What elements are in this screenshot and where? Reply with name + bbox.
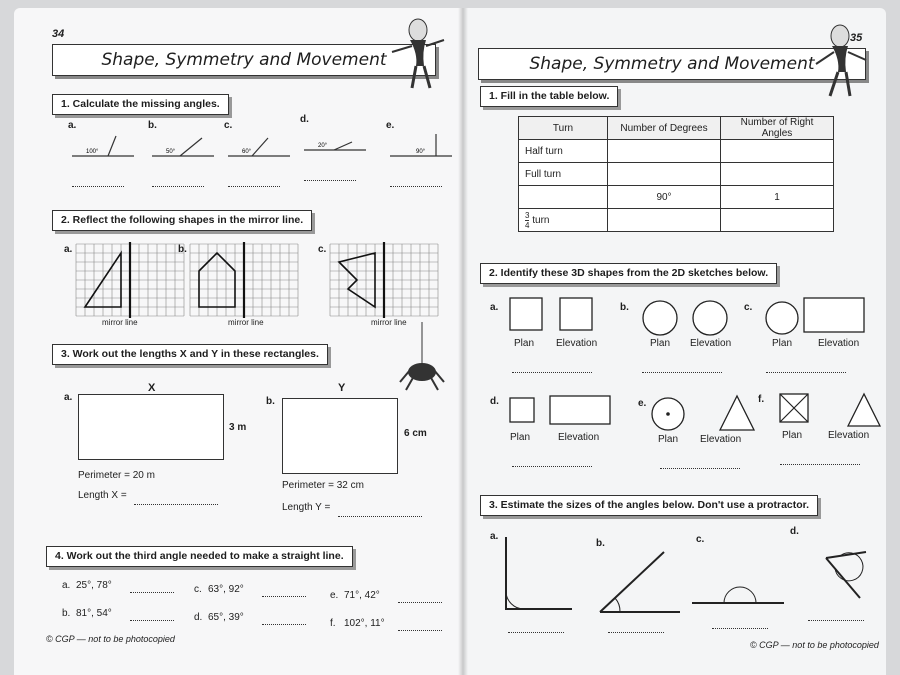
turns-cell: Full turn: [519, 163, 608, 186]
mirror-caption-c: mirror line: [371, 318, 407, 327]
page-title: Shape, Symmetry and Movement: [478, 48, 866, 80]
elevation-caption: Elevation: [818, 338, 860, 349]
shape-label: c.: [744, 302, 753, 313]
q1-angle-diagram: [72, 134, 136, 162]
angle-a-diagram: [502, 533, 582, 613]
q4-answer[interactable]: [262, 596, 306, 597]
q4-item-label: a.: [62, 580, 71, 591]
q4-item-label: d.: [194, 612, 203, 623]
q1-angle-value: 60°: [242, 149, 252, 155]
q3-answer-a[interactable]: [134, 504, 218, 505]
mirror-grid-a: [76, 244, 184, 316]
q4-answer[interactable]: [130, 620, 174, 621]
r-q3-answer-a[interactable]: [508, 632, 564, 633]
q1-angle-value: 100°: [86, 149, 99, 155]
shape-answer[interactable]: [780, 464, 860, 465]
q1-answer[interactable]: [152, 186, 204, 187]
q4-item-label: c.: [194, 584, 202, 595]
turns-answer-cell[interactable]: [721, 140, 834, 163]
q3-side-b: 6 cm: [404, 428, 427, 439]
shape-answer[interactable]: [512, 466, 592, 467]
r-q3-label-b: b.: [596, 538, 605, 549]
shape-answer[interactable]: [642, 372, 722, 373]
q4-item-value: 65°, 39°: [208, 612, 244, 623]
q1-item-label: e.: [386, 120, 395, 131]
turns-answer-cell[interactable]: [721, 209, 834, 232]
q4-heading: 4. Work out the third angle needed to make a straight line.: [46, 546, 353, 567]
elevation-sketch: [462, 8, 882, 68]
fraction-word: turn: [532, 214, 550, 226]
q3-label-a: a.: [64, 392, 73, 403]
q4-item-value: 81°, 54°: [76, 608, 112, 619]
q1-item-label: d.: [300, 114, 309, 125]
fraction-numerator: 3: [525, 210, 530, 220]
right-page: [462, 8, 886, 675]
q1-heading: 1. Calculate the missing angles.: [52, 94, 229, 115]
q3-perimeter-a: Perimeter = 20 m: [78, 470, 155, 481]
q3-heading: 3. Work out the lengths X and Y in these rectangles.: [52, 344, 328, 365]
q1-answer[interactable]: [72, 186, 124, 187]
q4-answer[interactable]: [398, 630, 442, 631]
r-q3-answer-c[interactable]: [712, 628, 768, 629]
rectangle-a: [78, 394, 224, 460]
q1-item-label: a.: [68, 120, 77, 131]
mirror-caption-a: mirror line: [102, 318, 138, 327]
q4-item-value: 102°, 11°: [344, 618, 385, 629]
turns-header-turn: Turn: [519, 117, 608, 140]
rectangle-b: [282, 398, 398, 474]
q1-angle-diagram: [304, 128, 368, 156]
angle-d-diagram: [804, 532, 874, 602]
plan-caption: Plan: [658, 434, 679, 445]
plan-caption: Plan: [782, 430, 803, 441]
q1-answer[interactable]: [228, 186, 280, 187]
q3-x-label: X: [148, 382, 156, 394]
turns-answer-cell[interactable]: [608, 163, 721, 186]
q1-angle-value: 90°: [416, 149, 426, 155]
q4-answer[interactable]: [130, 592, 174, 593]
q1-item-label: b.: [148, 120, 157, 131]
q4-item-label: b.: [62, 608, 71, 619]
q1-angle-value: 50°: [166, 149, 176, 155]
spider-icon: [400, 352, 444, 392]
q2-label-a: a.: [64, 244, 73, 255]
turns-answer-cell[interactable]: [519, 186, 608, 209]
q3-side-a: 3 m: [229, 422, 247, 433]
plan-caption: Plan: [510, 432, 531, 443]
r-q3-answer-d[interactable]: [808, 620, 864, 621]
plan-caption: Plan: [772, 338, 793, 349]
page-title: Shape, Symmetry and Movement: [52, 44, 436, 76]
mirror-caption-b: mirror line: [228, 318, 264, 327]
turns-header-degrees: Number of Degrees: [608, 117, 721, 140]
q4-item-label: f.: [330, 618, 336, 629]
plan-caption: Plan: [514, 338, 535, 349]
book-spine: [458, 8, 468, 675]
q4-item-label: e.: [330, 590, 339, 601]
r-q1-heading: 1. Fill in the table below.: [480, 86, 618, 107]
turns-cell: 90°: [608, 186, 721, 209]
turns-cell: Half turn: [519, 140, 608, 163]
q2-label-c: c.: [318, 244, 327, 255]
turns-answer-cell[interactable]: [608, 209, 721, 232]
q2-heading: 2. Reflect the following shapes in the mirror line.: [52, 210, 312, 231]
r-q3-answer-b[interactable]: [608, 632, 664, 633]
turns-header-right-angles: Number of Right Angles: [721, 117, 834, 140]
page-number: 35: [850, 32, 863, 44]
q1-answer[interactable]: [390, 186, 442, 187]
elevation-caption: Elevation: [828, 430, 870, 441]
page-number: 34: [52, 28, 65, 40]
q3-y-label: Y: [338, 382, 346, 394]
angle-c-diagram: [688, 573, 788, 613]
shape-label: d.: [490, 396, 499, 407]
left-page: [14, 8, 462, 675]
turns-cell: 1: [721, 186, 834, 209]
mirror-grid-c: [330, 244, 438, 316]
shape-label: a.: [490, 302, 499, 313]
shape-label: f.: [758, 394, 765, 405]
q1-item-label: c.: [224, 120, 233, 131]
shape-answer[interactable]: [512, 372, 592, 373]
q3-length-b: Length Y =: [282, 502, 331, 513]
plan-caption: Plan: [650, 338, 671, 349]
shape-answer[interactable]: [766, 372, 846, 373]
elevation-caption: Elevation: [558, 432, 600, 443]
fraction-denominator: 4: [525, 220, 530, 230]
turns-table: [518, 116, 834, 232]
r-q3-heading: 3. Estimate the sizes of the angles below. Don't use a protractor.: [480, 495, 818, 516]
r-q3-label-d: d.: [790, 526, 799, 537]
q3-label-b: b.: [266, 396, 275, 407]
elevation-caption: Elevation: [556, 338, 598, 349]
q3-answer-b[interactable]: [338, 516, 422, 517]
q4-item-value: 63°, 92°: [208, 584, 244, 595]
angle-b-diagram: [594, 548, 684, 618]
q1-angle-value: 20°: [318, 143, 328, 149]
footer-left: © CGP — not to be photocopied: [46, 634, 175, 644]
q1-angle-diagram: [152, 134, 216, 162]
turns-answer-cell[interactable]: [608, 140, 721, 163]
q1-answer[interactable]: [304, 180, 356, 181]
q3-length-a: Length X =: [78, 490, 127, 501]
turns-answer-cell[interactable]: [721, 163, 834, 186]
q2-label-b: b.: [178, 244, 187, 255]
q4-item-value: 71°, 42°: [344, 590, 380, 601]
shape-label: e.: [638, 398, 647, 409]
elevation-caption: Elevation: [700, 434, 742, 445]
mirror-grid-b: [190, 244, 298, 316]
q4-answer[interactable]: [398, 602, 442, 603]
r-q2-heading: 2. Identify these 3D shapes from the 2D sketches below.: [480, 263, 777, 284]
q4-item-value: 25°, 78°: [76, 580, 112, 591]
q1-angle-diagram: [228, 134, 292, 162]
cartoon-character-icon: [390, 14, 450, 94]
footer-right: © CGP — not to be photocopied: [750, 640, 879, 650]
turns-fraction-cell: [519, 209, 608, 232]
r-q3-label-c: c.: [696, 534, 705, 545]
q4-answer[interactable]: [262, 624, 306, 625]
shape-label: b.: [620, 302, 629, 313]
elevation-caption: Elevation: [690, 338, 732, 349]
q1-angle-diagram: [390, 134, 454, 162]
shape-answer[interactable]: [660, 468, 740, 469]
q3-perimeter-b: Perimeter = 32 cm: [282, 480, 364, 491]
r-q3-label-a: a.: [490, 531, 499, 542]
